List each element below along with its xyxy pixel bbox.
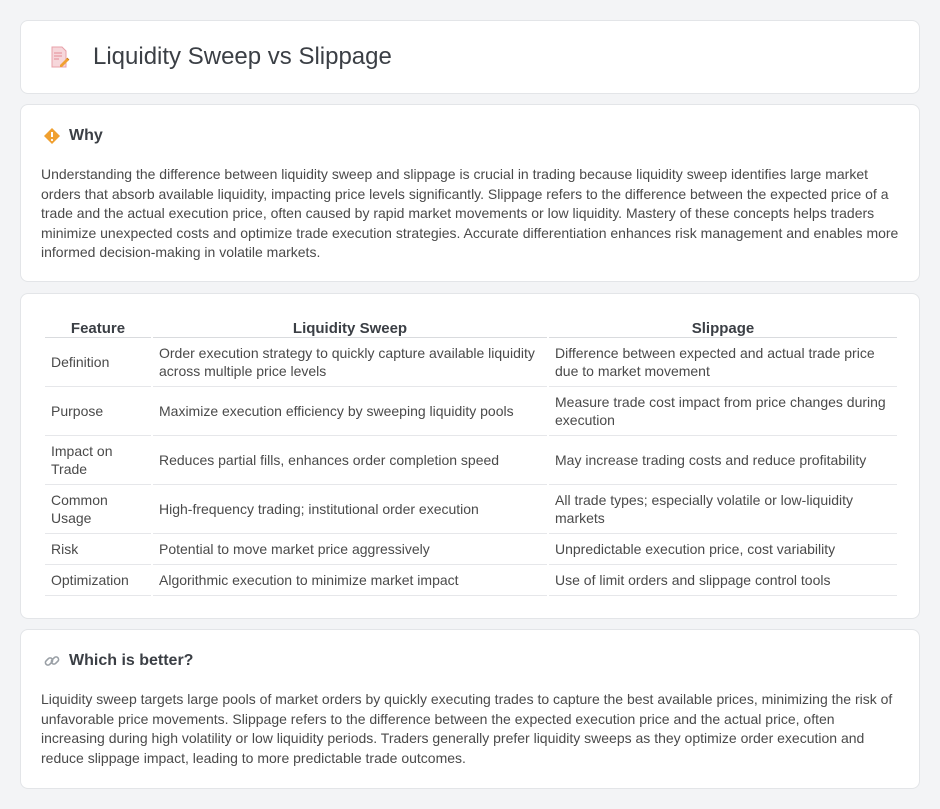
feature-cell: Definition <box>45 338 151 387</box>
column-header-slippage: Slippage <box>549 316 897 338</box>
diamond-warning-icon <box>43 127 61 145</box>
document-pencil-icon <box>47 45 71 69</box>
liquidity-sweep-cell: Reduces partial fills, enhances order completion speed <box>153 436 547 485</box>
why-heading: Why <box>69 127 103 144</box>
feature-cell: Purpose <box>45 387 151 436</box>
slippage-cell: Use of limit orders and slippage control tools <box>549 565 897 596</box>
liquidity-sweep-cell: Order execution strategy to quickly capture available liquidity across multiple price levels <box>153 338 547 387</box>
table-row <box>45 338 897 387</box>
slippage-cell: Measure trade cost impact from price changes during execution <box>549 387 897 436</box>
slippage-cell: Difference between expected and actual trade price due to market movement <box>549 338 897 387</box>
column-header-liquidity-sweep: Liquidity Sweep <box>153 316 547 338</box>
feature-cell: Optimization <box>45 565 151 596</box>
slippage-cell: All trade types; especially volatile or low-liquidity markets <box>549 485 897 534</box>
which-is-better-section <box>20 629 920 789</box>
table-row <box>45 565 897 596</box>
feature-cell: Risk <box>45 534 151 565</box>
table-header-row <box>45 316 897 338</box>
feature-cell: Impact on Trade <box>45 436 151 485</box>
slippage-cell: May increase trading costs and reduce profitability <box>549 436 897 485</box>
which-is-better-heading: Which is better? <box>69 652 194 669</box>
liquidity-sweep-cell: Potential to move market price aggressively <box>153 534 547 565</box>
title-card <box>20 20 920 94</box>
why-section <box>20 104 920 282</box>
table-row <box>45 436 897 485</box>
column-header-feature: Feature <box>45 316 151 338</box>
slippage-cell: Unpredictable execution price, cost variability <box>549 534 897 565</box>
which-is-better-text: Liquidity sweep targets large pools of market orders by quickly executing trades to capture the best available prices, minimizing the risk of unfavorable price movements. Slippage refers to the difference between the expected execution price and the actual price, often increasing during high volatility or low liquidity periods. Traders generally prefer liquidity sweeps as they optimize order execution and reduce slippage impact, leading to more predictable trade outcomes. <box>41 691 893 766</box>
table-row <box>45 387 897 436</box>
table-row <box>45 534 897 565</box>
link-icon <box>43 652 61 670</box>
liquidity-sweep-cell: Maximize execution efficiency by sweeping liquidity pools <box>153 387 547 436</box>
feature-cell: Common Usage <box>45 485 151 534</box>
comparison-card <box>20 293 920 619</box>
table-row <box>45 485 897 534</box>
liquidity-sweep-cell: Algorithmic execution to minimize market impact <box>153 565 547 596</box>
page-title: Liquidity Sweep vs Slippage <box>93 43 392 70</box>
why-text: Understanding the difference between liquidity sweep and slippage is crucial in trading because liquidity sweep identifies large market orders that absorb available liquidity, impacting price levels significantly. Slippage refers to the difference between the expected price of a trade and the actual execution price, often caused by rapid market movements or low liquidity. Mastery of these concepts helps traders minimize unexpected costs and optimize trade execution strategies. Accurate differentiation enhances risk management and enables more informed decision-making in volatile markets. <box>41 166 899 261</box>
comparison-table <box>43 316 899 596</box>
liquidity-sweep-cell: High-frequency trading; institutional order execution <box>153 485 547 534</box>
